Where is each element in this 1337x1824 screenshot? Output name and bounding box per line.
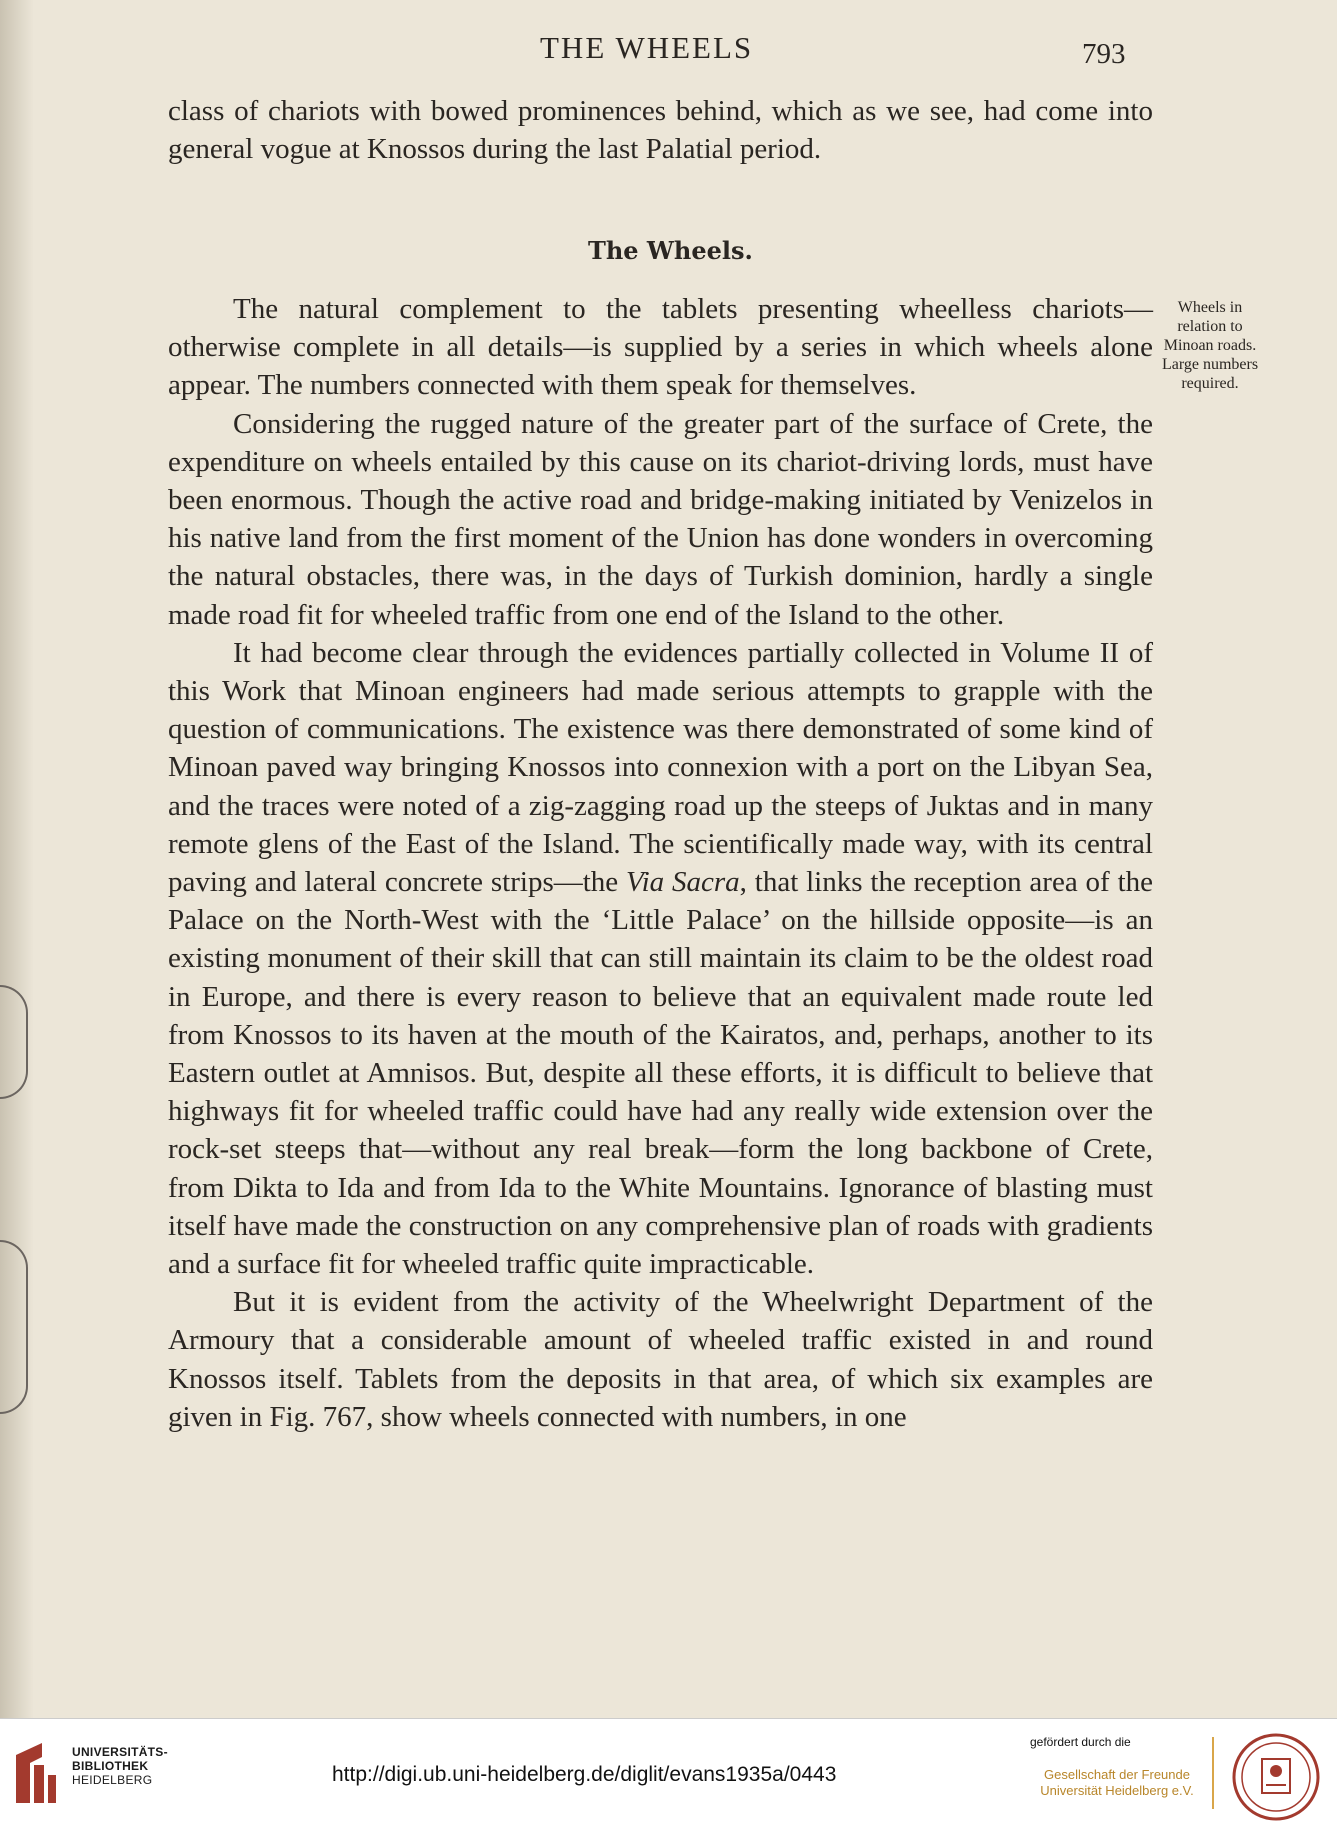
paragraph [168,634,1153,1283]
binding-mark [0,985,28,1099]
library-name-line: UNIVERSITÄTS- [72,1745,168,1759]
society-name-line: Universität Heidelberg e.V. [1040,1783,1194,1798]
running-head: THE WHEELS [540,30,754,65]
italic-term: Via Sacra [626,866,740,899]
paragraph: The natural complement to the tablets presenting wheelless chariots—otherwise complete in all details—is supplied by a series in which wheels alone appear. The numbers connected with them speak for themselves. [168,293,1153,402]
paragraph: Considering the rugged nature of the greater part of the surface of Crete, the expenditure on wheels entailed by this cause on its chariot-driving lords, must have been enormous. Though the active road and bridge-making initiated by Venizelos in his native land from the first moment of the Union has done wonders in overcoming the natural obstacles, there was, in the days of Turkish dominion, hardly a single made road fit for wheeled traffic from one end of the Island to the other. [168,407,1153,631]
paragraph-text: It had become clear through the evidences partially collected in Volume II of this Work that Minoan engineers had made serious attempts to grapple with the question of communications. The existence was there demonstrated of some kind of Minoan paved way bringing Knossos into connexion with a port on the Libyan Sea, and the traces were noted of a zig-zagging road up the steeps of Juktas and in many remote glens of the East of the Island. The scientifically made way, with its central paving and lateral concrete strips—the [168,636,1153,899]
body-text [168,290,1153,1436]
section-heading: The Wheels. [588,236,753,265]
sponsor-label: gefördert durch die [1030,1735,1131,1749]
university-seal-icon [1232,1733,1320,1821]
library-name-line: BIBLIOTHEK [72,1759,149,1773]
paragraph-continuation: class of chariots with bowed prominences behind, which as we see, had come into general vogue at Knossos during the last Palatial period. [168,95,1153,166]
footer-bar [0,1718,1337,1824]
marginal-note: Wheels in relation to Minoan roads. Large numbers required. [1161,299,1259,392]
society-name [1030,1767,1204,1799]
footer-divider [1212,1737,1214,1809]
page-number: 793 [1082,38,1126,70]
library-name [72,1745,168,1787]
paragraph-text: , that links the reception area of the Palace on the North-West with the ‘Little Palace’ on the hillside opposite—is an existing monument of their skill that can still maintain its claim to be the oldest road in Europe, and there is every reason to believe that an equivalent made route led from Knossos to its haven at the mouth of the Kairatos, and, perhaps, another to its Eastern outlet at Amnisos. But, despite all these efforts, it is difficult to believe that highways fit for wheeled traffic could have had any really wide extension over the rock-set steeps that—without any real break—form the long backbone of Crete, from Dikta to Ida and from Ida to the White Mountains. Ignorance of blasting must itself have made the construction on any comprehensive plan of roads with gradients and a surface fit for wheeled traffic quite impracticable. [168,866,1154,1281]
library-logo-icon [12,1741,62,1807]
paragraph: But it is evident from the activity of the Wheelwright Department of the Armoury that a considerable amount of wheeled traffic existed in and round Knossos itself. Tablets from the deposits in that area, of which six examples are given in Fig. 767, show wheels connected with numbers, in one [168,1286,1153,1433]
library-name-line: HEIDELBERG [72,1773,153,1787]
permalink-url[interactable]: http://digi.ub.uni-heidelberg.de/diglit/evans1935a/0443 [332,1763,837,1786]
binding-mark [0,1240,28,1414]
society-name-line: Gesellschaft der Freunde [1044,1767,1190,1782]
page-gutter-shadow [0,0,34,1718]
